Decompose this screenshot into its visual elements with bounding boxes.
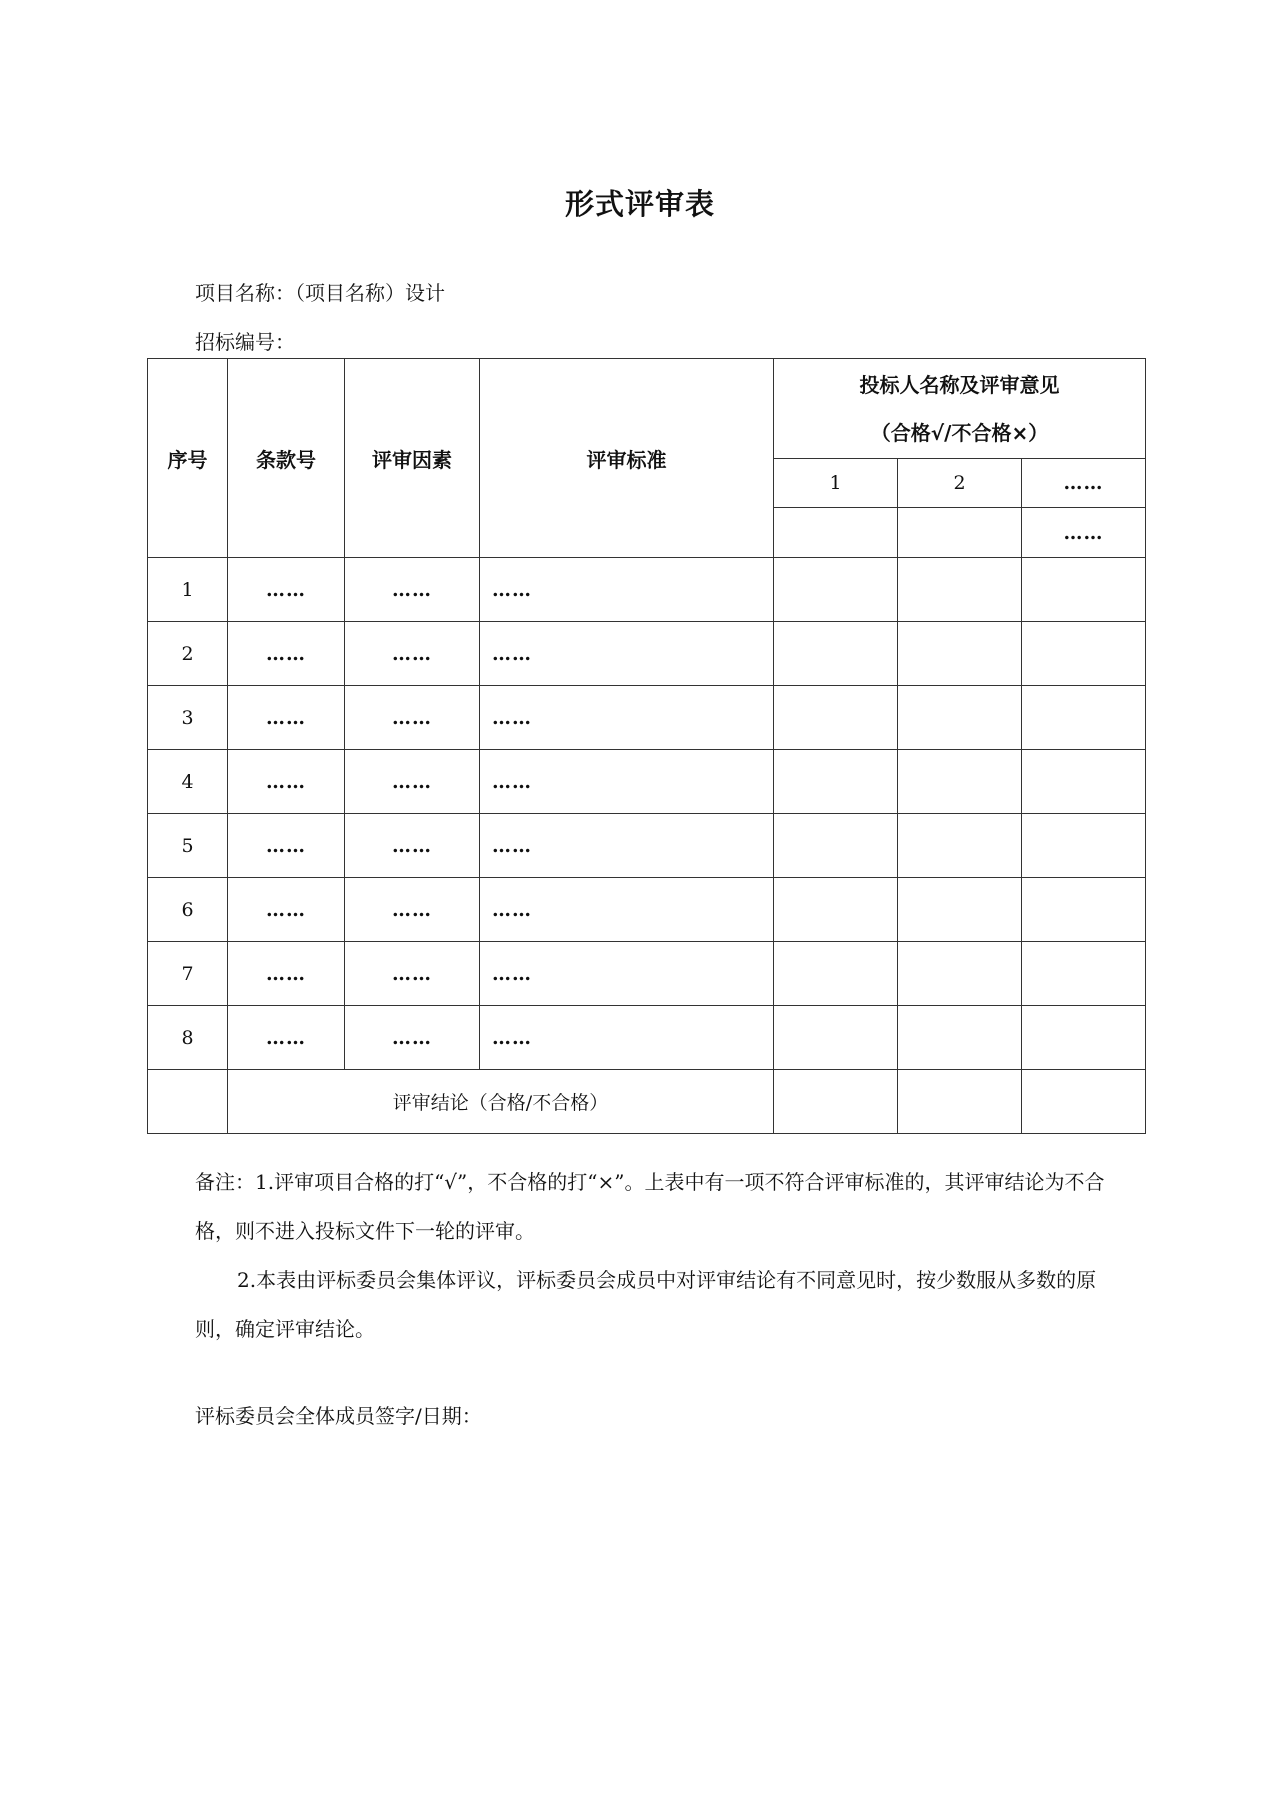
signature-line: 评标委员会全体成员签字/日期： (195, 1404, 482, 1428)
row-clause: …… (228, 1006, 345, 1070)
row-clause: …… (228, 558, 345, 622)
row-standard: …… (480, 878, 774, 942)
row-standard: …… (480, 558, 774, 622)
row-bidder-more-cell (1022, 750, 1146, 814)
row-clause: …… (228, 622, 345, 686)
row-factor: …… (345, 750, 480, 814)
row-bidder-1-cell (774, 878, 898, 942)
row-seq: 7 (148, 942, 228, 1006)
header-factor: 评审因素 (345, 359, 480, 558)
conclusion-bidder-cell (774, 1070, 898, 1134)
row-factor: …… (345, 878, 480, 942)
header-bidder-group-line1: 投标人名称及评审意见 (859, 372, 1060, 397)
bidder-col-2: 2 (898, 459, 1022, 508)
conclusion-row (148, 1070, 1146, 1134)
bidder-col-1: 1 (774, 459, 898, 508)
note-2: 2.本表由评标委员会集体评议，评标委员会成员中对评审结论有不同意见时，按少数服从多数的原则，确定评审结论。 (195, 1268, 1097, 1341)
row-seq: 4 (148, 750, 228, 814)
table-row (148, 558, 1146, 622)
row-bidder-2-cell (898, 878, 1022, 942)
row-bidder-more-cell (1022, 622, 1146, 686)
table-row (148, 814, 1146, 878)
table-row (148, 942, 1146, 1006)
row-bidder-1-cell (774, 1006, 898, 1070)
row-factor: …… (345, 686, 480, 750)
row-clause: …… (228, 750, 345, 814)
row-seq: 3 (148, 686, 228, 750)
row-clause: …… (228, 686, 345, 750)
row-standard: …… (480, 1006, 774, 1070)
row-bidder-more-cell (1022, 558, 1146, 622)
row-seq: 1 (148, 558, 228, 622)
row-bidder-2-cell (898, 686, 1022, 750)
row-bidder-more-cell (1022, 814, 1146, 878)
row-seq: 2 (148, 622, 228, 686)
row-bidder-2-cell (898, 942, 1022, 1006)
row-seq: 8 (148, 1006, 228, 1070)
row-factor: …… (345, 942, 480, 1006)
row-bidder-more-cell (1022, 942, 1146, 1006)
header-clause: 条款号 (228, 359, 345, 558)
bidder-col-more: …… (1022, 459, 1146, 508)
header-seq: 序号 (148, 359, 228, 558)
bidder-extra-cell (774, 508, 898, 558)
review-table (147, 358, 1146, 1134)
row-bidder-1-cell (774, 686, 898, 750)
row-bidder-1-cell (774, 942, 898, 1006)
header-standard: 评审标准 (480, 359, 774, 558)
row-standard: …… (480, 622, 774, 686)
row-seq: 6 (148, 878, 228, 942)
row-bidder-2-cell (898, 750, 1022, 814)
row-factor: …… (345, 622, 480, 686)
table-row (148, 750, 1146, 814)
table-row (148, 686, 1146, 750)
row-factor: …… (345, 814, 480, 878)
row-standard: …… (480, 942, 774, 1006)
row-factor: …… (345, 558, 480, 622)
bid-number-line: 招标编号： (195, 330, 295, 354)
header-row (148, 359, 1146, 459)
row-standard: …… (480, 750, 774, 814)
conclusion-label: 评审结论（合格/不合格） (228, 1070, 774, 1134)
row-standard: …… (480, 686, 774, 750)
table-row (148, 1006, 1146, 1070)
row-bidder-2-cell (898, 558, 1022, 622)
row-bidder-2-cell (898, 622, 1022, 686)
row-bidder-2-cell (898, 1006, 1022, 1070)
row-factor: …… (345, 1006, 480, 1070)
row-bidder-more-cell (1022, 686, 1146, 750)
row-clause: …… (228, 942, 345, 1006)
row-bidder-1-cell (774, 558, 898, 622)
row-clause: …… (228, 814, 345, 878)
table-row (148, 878, 1146, 942)
row-bidder-1-cell (774, 622, 898, 686)
row-bidder-more-cell (1022, 1006, 1146, 1070)
row-seq: 5 (148, 814, 228, 878)
row-bidder-more-cell (1022, 878, 1146, 942)
project-name-line: 项目名称：（项目名称）设计 (195, 281, 445, 305)
header-bidder-group-line2: （合格√/不合格×） (870, 420, 1049, 445)
conclusion-bidder-cell (898, 1070, 1022, 1134)
document-title: 形式评审表 (564, 187, 715, 221)
notes-section (195, 1158, 1125, 1354)
table-row (148, 622, 1146, 686)
row-bidder-2-cell (898, 814, 1022, 878)
bidder-extra-more: …… (1022, 508, 1146, 558)
row-standard: …… (480, 814, 774, 878)
row-bidder-1-cell (774, 814, 898, 878)
row-bidder-1-cell (774, 750, 898, 814)
note-1: 备注：1.评审项目合格的打“√”，不合格的打“×”。上表中有一项不符合评审标准的，其评审结论为不合格，则不进入投标文件下一轮的评审。 (195, 1170, 1105, 1243)
header-bidder-group (774, 359, 1146, 459)
row-clause: …… (228, 878, 345, 942)
conclusion-blank-cell (148, 1070, 228, 1134)
conclusion-bidder-cell (1022, 1070, 1146, 1134)
bidder-extra-cell (898, 508, 1022, 558)
